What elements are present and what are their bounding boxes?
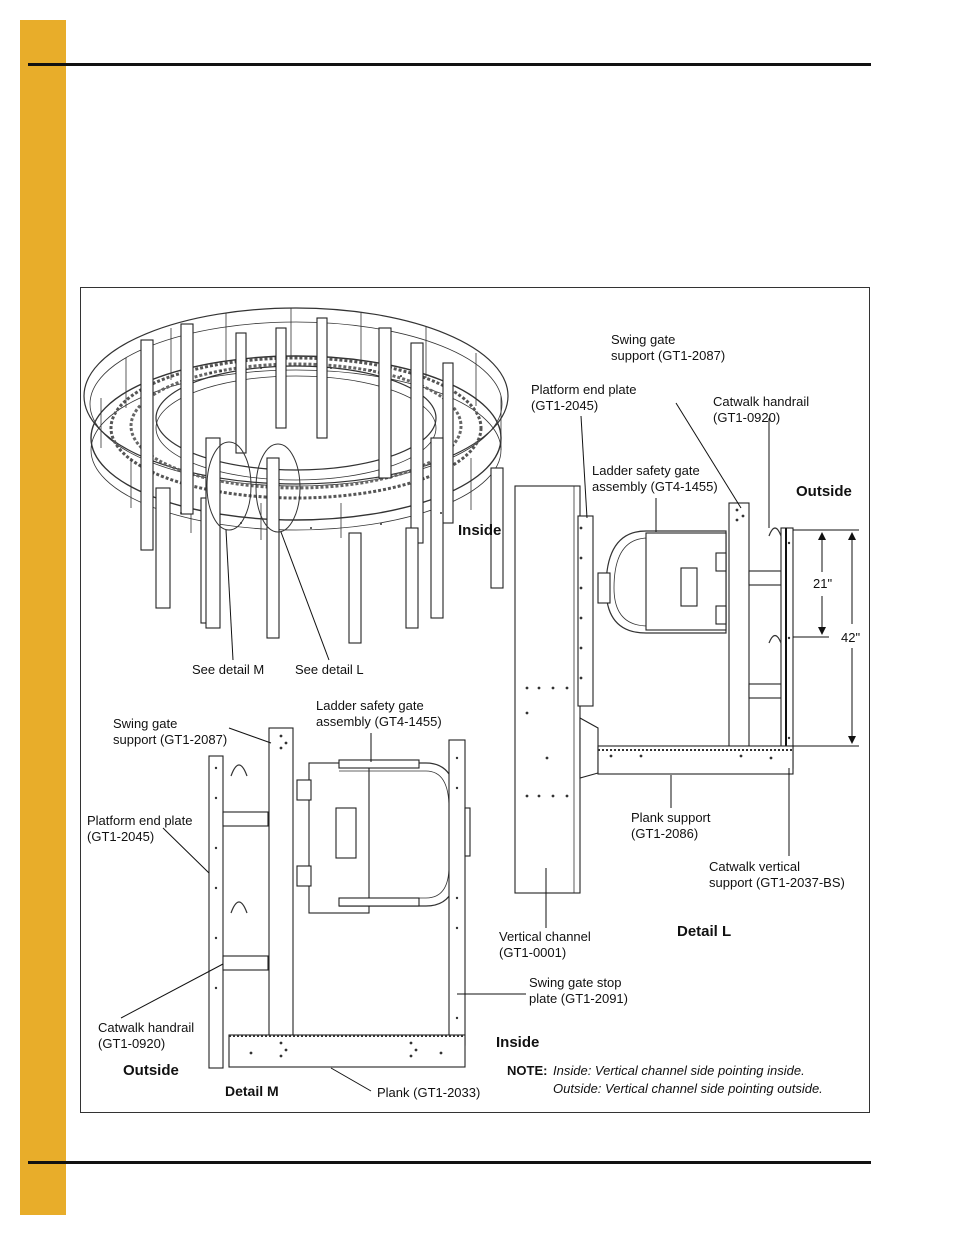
swing-stop-plate-label-1: Swing gate stop xyxy=(529,975,622,990)
side-color-bar xyxy=(20,20,66,1215)
ladder-gate-m-label-2: assembly (GT4-1455) xyxy=(316,714,442,729)
header-rule xyxy=(28,63,871,66)
inside-l-label: Inside xyxy=(458,522,502,539)
swing-stop-plate-label-2: plate (GT1-2091) xyxy=(529,991,628,1006)
platform-end-plate-m-label-1: Platform end plate xyxy=(87,813,193,828)
ladder-gate-l-label-1: Ladder safety gate xyxy=(592,463,700,478)
vertical-channel-label-1: Vertical channel xyxy=(499,929,591,944)
dimension-42-label: 42" xyxy=(841,630,861,645)
catwalk-diagram xyxy=(81,288,869,1112)
see-detail-m-label: See detail M xyxy=(192,662,265,677)
catwalk-handrail-l-label-1: Catwalk handrail xyxy=(713,394,810,409)
detail-l-title: Detail L xyxy=(677,923,732,940)
swing-gate-support-l-label-1: Swing gate xyxy=(611,332,676,347)
note-line-2: Outside: Vertical channel side pointing outside. xyxy=(553,1081,823,1096)
outside-m-label: Outside xyxy=(123,1062,179,1079)
plank-support-label-2: (GT1-2086) xyxy=(631,826,699,841)
swing-gate-support-m-label-2: support (GT1-2087) xyxy=(113,732,228,747)
platform-end-plate-m-label-2: (GT1-2045) xyxy=(87,829,155,844)
footer-rule xyxy=(28,1161,871,1164)
catwalk-handrail-m-label-1: Catwalk handrail xyxy=(98,1020,195,1035)
figure-frame xyxy=(80,287,870,1113)
catwalk-overview-drawing xyxy=(84,308,508,660)
detail-m-title: Detail M xyxy=(225,1083,279,1099)
catwalk-vertical-label-2: support (GT1-2037-BS) xyxy=(709,875,845,890)
inside-m-label: Inside xyxy=(496,1034,540,1051)
swing-gate-support-l-label-2: support (GT1-2087) xyxy=(611,348,726,363)
see-detail-l-label: See detail L xyxy=(295,662,364,677)
dimension-21-label: 21" xyxy=(813,576,833,591)
ladder-gate-l-label-2: assembly (GT4-1455) xyxy=(592,479,718,494)
swing-gate-support-m-label-1: Swing gate xyxy=(113,716,178,731)
plank-support-label-1: Plank support xyxy=(631,810,711,825)
note-label: NOTE: xyxy=(507,1063,548,1078)
ladder-gate-m-label-1: Ladder safety gate xyxy=(316,698,424,713)
outside-l-label: Outside xyxy=(796,483,852,500)
plank-label: Plank (GT1-2033) xyxy=(377,1085,481,1100)
catwalk-handrail-l-label-2: (GT1-0920) xyxy=(713,410,781,425)
catwalk-handrail-m-label-2: (GT1-0920) xyxy=(98,1036,166,1051)
platform-end-plate-l-label-1: Platform end plate xyxy=(531,382,637,397)
catwalk-vertical-label-1: Catwalk vertical xyxy=(709,859,801,874)
vertical-channel-label-2: (GT1-0001) xyxy=(499,945,567,960)
platform-end-plate-l-label-2: (GT1-2045) xyxy=(531,398,599,413)
detail-m-drawing xyxy=(121,728,526,1091)
note-line-1: Inside: Vertical channel side pointing inside. xyxy=(553,1063,805,1078)
